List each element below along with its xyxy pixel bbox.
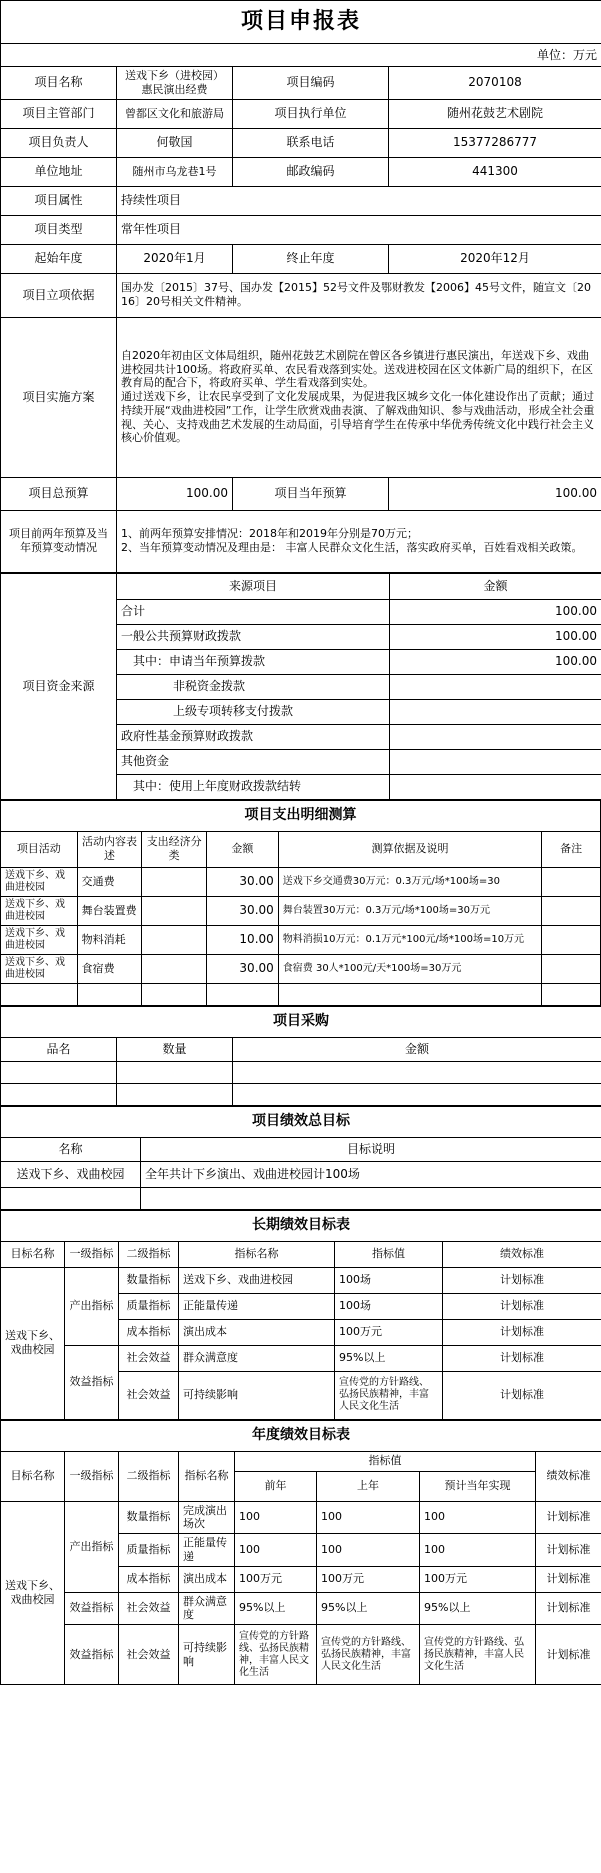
annual-cur: 95%以上 <box>420 1592 536 1625</box>
annual-name: 完成演出场次 <box>179 1501 235 1534</box>
annual-header: 指标值 <box>235 1451 536 1471</box>
funding-row-amount <box>390 774 601 799</box>
annual-prev2: 100 <box>235 1534 317 1567</box>
funding-row-label: 其他资金 <box>117 749 390 774</box>
expense-class <box>142 925 207 954</box>
plan-paragraph-1: 自2020年初由区文体局组织，随州花鼓艺术剧院在曾区各乡镇进行惠民演出，年送戏下乡、戏曲进校园共计100场。将政府买单、农民看戏落到实处。送戏进校园在区文体新广局的组织下，在区教育局的配合下，将政府买单、学生看戏落到实处。 <box>121 348 593 390</box>
annual-level1: 效益指标 <box>65 1592 119 1625</box>
longterm-value: 100场 <box>335 1293 443 1319</box>
expense-basis: 送戏下乡交通费30万元：0.3万元/场*100场=30 <box>278 867 541 896</box>
table-row <box>1 1083 601 1105</box>
longterm-table <box>0 1210 601 1420</box>
table-row <box>1 1267 601 1293</box>
annual-section-title: 年度绩效目标表 <box>1 1420 601 1451</box>
annual-prev1: 100万元 <box>317 1566 420 1592</box>
table-row <box>1 1061 601 1083</box>
annual-level1: 产出指标 <box>65 1501 119 1592</box>
overall-goal-table <box>0 1106 601 1210</box>
expense-class <box>142 896 207 925</box>
type-value: 常年性项目 <box>117 215 601 244</box>
annual-cur: 100 <box>420 1534 536 1567</box>
annual-header: 一级指标 <box>65 1451 119 1501</box>
basis-label: 项目立项依据 <box>1 273 117 317</box>
table-row <box>1 1592 601 1625</box>
expense-amount: 30.00 <box>206 867 278 896</box>
table-row <box>1 867 601 896</box>
expense-activity: 送戏下乡、戏曲进校园 <box>1 867 78 896</box>
attr-value: 持续性项目 <box>117 186 601 215</box>
longterm-header: 目标名称 <box>1 1241 65 1267</box>
longterm-level2: 数量指标 <box>119 1267 179 1293</box>
application-table <box>0 0 601 573</box>
annual-cur: 100万元 <box>420 1566 536 1592</box>
annual-name: 可持续影响 <box>179 1625 235 1685</box>
annual-prev1: 100 <box>317 1534 420 1567</box>
table-row <box>1 1625 601 1685</box>
plan-paragraph-2: 通过送戏下乡，让农民享受到了文化发展成果，为促进我区城乡文化一体化建设作出了贡献；通过持续开展“戏曲进校园”工作，让学生欣赏戏曲表演、了解戏曲知识、参与戏曲活动，形成全社会重视、关心、支持戏曲艺术发展的生动局面，引导培育学生在传承中华优秀传统文化中践行社会主义核心价值观。 <box>121 390 595 445</box>
expense-content: 舞台装置费 <box>77 896 142 925</box>
owner-label: 项目负责人 <box>1 128 117 157</box>
phone-value: 15377286777 <box>389 128 601 157</box>
expense-activity: 送戏下乡、戏曲进校园 <box>1 896 78 925</box>
project-code-label: 项目编码 <box>233 67 389 100</box>
expense-header: 活动内容表述 <box>77 831 142 867</box>
funding-table <box>0 573 601 800</box>
overall-section-title: 项目绩效总目标 <box>1 1106 601 1137</box>
longterm-standard: 计划标准 <box>443 1371 601 1419</box>
longterm-name: 可持续影响 <box>179 1371 335 1419</box>
expense-amount: 30.00 <box>206 896 278 925</box>
total-budget-label: 项目总预算 <box>1 477 117 510</box>
expense-note <box>542 867 601 896</box>
funding-row-amount: 100.00 <box>390 599 601 624</box>
expense-content: 物料消耗 <box>77 925 142 954</box>
annual-standard: 计划标准 <box>536 1534 601 1567</box>
annual-header: 目标名称 <box>1 1451 65 1501</box>
overall-desc: 全年共计下乡演出、戏曲进校园计100场 <box>141 1161 601 1187</box>
project-code-value: 2070108 <box>389 67 601 100</box>
longterm-header: 指标名称 <box>179 1241 335 1267</box>
end-value: 2020年12月 <box>389 244 601 273</box>
annual-header: 绩效标准 <box>536 1451 601 1501</box>
table-row <box>1 925 601 954</box>
zip-value: 441300 <box>389 157 601 186</box>
overall-name: 送戏下乡、戏曲校园 <box>1 1161 141 1187</box>
address-label: 单位地址 <box>1 157 117 186</box>
longterm-level2: 质量指标 <box>119 1293 179 1319</box>
expense-content: 食宿费 <box>77 954 142 983</box>
procurement-section-title: 项目采购 <box>1 1006 601 1037</box>
longterm-section-title: 长期绩效目标表 <box>1 1210 601 1241</box>
annual-standard: 计划标准 <box>536 1566 601 1592</box>
expense-note <box>542 954 601 983</box>
longterm-value: 宣传党的方针路线、弘扬民族精神，丰富人民文化生活 <box>335 1371 443 1419</box>
start-value: 2020年1月 <box>117 244 233 273</box>
annual-subheader: 预计当年实现 <box>420 1471 536 1501</box>
table-row <box>1 896 601 925</box>
longterm-standard: 计划标准 <box>443 1345 601 1371</box>
expense-activity: 送戏下乡、戏曲进校园 <box>1 954 78 983</box>
expense-note <box>542 896 601 925</box>
funding-label: 项目资金来源 <box>1 573 117 799</box>
annual-header: 二级指标 <box>119 1451 179 1501</box>
exec-unit-value: 随州花鼓艺术剧院 <box>389 99 601 128</box>
current-budget-value: 100.00 <box>389 477 601 510</box>
expense-header: 支出经济分类 <box>142 831 207 867</box>
expense-amount: 10.00 <box>206 925 278 954</box>
project-name-value: 送戏下乡（进校园）惠民演出经费 <box>117 67 233 100</box>
annual-cur: 宣传党的方针路线、弘扬民族精神，丰富人民文化生活 <box>420 1625 536 1685</box>
funding-amount-header: 金额 <box>390 573 601 599</box>
annual-level1: 效益指标 <box>65 1625 119 1685</box>
funding-row-amount: 100.00 <box>390 649 601 674</box>
address-value: 随州市乌龙巷1号 <box>117 157 233 186</box>
annual-standard: 计划标准 <box>536 1501 601 1534</box>
funding-row-amount <box>390 674 601 699</box>
expense-activity: 送戏下乡、戏曲进校园 <box>1 925 78 954</box>
annual-standard: 计划标准 <box>536 1625 601 1685</box>
basis-value: 国办发〔2015〕37号、国办发【2015】52号文件及鄂财教发【2006】45号文件，随宣文〔2016〕20号相关文件精神。 <box>117 273 601 317</box>
expense-class <box>142 954 207 983</box>
total-budget-value: 100.00 <box>117 477 233 510</box>
owner-value: 何敬国 <box>117 128 233 157</box>
longterm-header: 二级指标 <box>119 1241 179 1267</box>
funding-row-label: 政府性基金预算财政拨款 <box>117 724 390 749</box>
budget-change-value <box>117 510 601 572</box>
longterm-level2: 成本指标 <box>119 1319 179 1345</box>
plan-label: 项目实施方案 <box>1 317 117 477</box>
expense-basis: 物料消损10万元：0.1万元*100元/场*100场=10万元 <box>278 925 541 954</box>
annual-target: 送戏下乡、戏曲校园 <box>1 1501 65 1685</box>
phone-label: 联系电话 <box>233 128 389 157</box>
longterm-header: 指标值 <box>335 1241 443 1267</box>
funding-row-amount <box>390 749 601 774</box>
longterm-target: 送戏下乡、戏曲校园 <box>1 1267 65 1419</box>
expense-header: 测算依据及说明 <box>278 831 541 867</box>
annual-subheader: 前年 <box>235 1471 317 1501</box>
annual-level2: 成本指标 <box>119 1566 179 1592</box>
longterm-value: 100场 <box>335 1267 443 1293</box>
dept-value: 曾都区文化和旅游局 <box>117 99 233 128</box>
funding-row-amount <box>390 724 601 749</box>
annual-subheader: 上年 <box>317 1471 420 1501</box>
current-budget-label: 项目当年预算 <box>233 477 389 510</box>
funding-source-header: 来源项目 <box>117 573 390 599</box>
dept-label: 项目主管部门 <box>1 99 117 128</box>
longterm-standard: 计划标准 <box>443 1267 601 1293</box>
expense-section-title: 项目支出明细测算 <box>1 800 601 831</box>
funding-row-label: 合计 <box>117 599 390 624</box>
start-label: 起始年度 <box>1 244 117 273</box>
longterm-value: 100万元 <box>335 1319 443 1345</box>
annual-standard: 计划标准 <box>536 1592 601 1625</box>
longterm-header: 一级指标 <box>65 1241 119 1267</box>
annual-level2: 社会效益 <box>119 1592 179 1625</box>
table-row <box>1 1187 601 1209</box>
expense-amount: 30.00 <box>206 954 278 983</box>
longterm-name: 正能量传递 <box>179 1293 335 1319</box>
longterm-standard: 计划标准 <box>443 1319 601 1345</box>
end-label: 终止年度 <box>233 244 389 273</box>
annual-prev1: 95%以上 <box>317 1592 420 1625</box>
project-name-label: 项目名称 <box>1 67 117 100</box>
overall-header: 名称 <box>1 1137 141 1161</box>
expense-basis: 食宿费 30人*100元/天*100场=30万元 <box>278 954 541 983</box>
longterm-header: 绩效标准 <box>443 1241 601 1267</box>
plan-value <box>117 317 601 477</box>
annual-prev1: 100 <box>317 1501 420 1534</box>
annual-name: 群众满意度 <box>179 1592 235 1625</box>
annual-prev2: 宣传党的方针路线、弘扬民族精神，丰富人民文化生活 <box>235 1625 317 1685</box>
procurement-header: 金额 <box>233 1037 601 1061</box>
longterm-name: 群众满意度 <box>179 1345 335 1371</box>
annual-name: 演出成本 <box>179 1566 235 1592</box>
longterm-value: 95%以上 <box>335 1345 443 1371</box>
annual-prev2: 100 <box>235 1501 317 1534</box>
longterm-level2: 社会效益 <box>119 1371 179 1419</box>
annual-level2: 社会效益 <box>119 1625 179 1685</box>
annual-prev2: 100万元 <box>235 1566 317 1592</box>
expense-note <box>542 925 601 954</box>
funding-row-label: 非税资金拨款 <box>117 674 390 699</box>
funding-row-amount: 100.00 <box>390 624 601 649</box>
expense-content: 交通费 <box>77 867 142 896</box>
annual-level2: 数量指标 <box>119 1501 179 1534</box>
procurement-header: 品名 <box>1 1037 117 1061</box>
annual-header: 指标名称 <box>179 1451 235 1501</box>
type-label: 项目类型 <box>1 215 117 244</box>
expense-table <box>0 800 601 1006</box>
table-row <box>1 983 601 1005</box>
funding-row-amount <box>390 699 601 724</box>
expense-header: 项目活动 <box>1 831 78 867</box>
budget-change-line-2: 2、当年预算变动情况及理由是： 丰富人民群众文化生活，落实政府买单，百姓看戏相关政策。 <box>121 541 583 554</box>
expense-header: 备注 <box>542 831 601 867</box>
annual-prev1: 宣传党的方针路线、弘扬民族精神，丰富人民文化生活 <box>317 1625 420 1685</box>
expense-header: 金额 <box>206 831 278 867</box>
expense-class <box>142 867 207 896</box>
budget-change-line-1: 1、前两年预算安排情况：2018年和2019年分别是70万元； <box>121 527 418 541</box>
longterm-standard: 计划标准 <box>443 1293 601 1319</box>
annual-level2: 质量指标 <box>119 1534 179 1567</box>
table-row <box>1 1501 601 1534</box>
funding-row-label: 一般公共预算财政拨款 <box>117 624 390 649</box>
expense-basis: 舞台装置30万元：0.3万元/场*100场=30万元 <box>278 896 541 925</box>
procurement-table <box>0 1006 601 1106</box>
overall-header: 目标说明 <box>141 1137 601 1161</box>
exec-unit-label: 项目执行单位 <box>233 99 389 128</box>
funding-row-label: 其中：申请当年预算拨款 <box>117 649 390 674</box>
form-title: 项目申报表 <box>1 1 601 44</box>
annual-name: 正能量传递 <box>179 1534 235 1567</box>
funding-row-label: 上级专项转移支付拨款 <box>117 699 390 724</box>
longterm-level2: 社会效益 <box>119 1345 179 1371</box>
table-row <box>1 1345 601 1371</box>
unit-label: 单位：万元 <box>1 44 601 67</box>
longterm-level1-effect: 效益指标 <box>65 1345 119 1419</box>
annual-table <box>0 1420 601 1686</box>
attr-label: 项目属性 <box>1 186 117 215</box>
table-row <box>1 954 601 983</box>
zip-label: 邮政编码 <box>233 157 389 186</box>
budget-change-label: 项目前两年预算及当年预算变动情况 <box>1 510 117 572</box>
funding-row-label: 其中：使用上年度财政拨款结转 <box>117 774 390 799</box>
procurement-header: 数量 <box>117 1037 233 1061</box>
longterm-name: 演出成本 <box>179 1319 335 1345</box>
annual-cur: 100 <box>420 1501 536 1534</box>
longterm-name: 送戏下乡、戏曲进校园 <box>179 1267 335 1293</box>
annual-prev2: 95%以上 <box>235 1592 317 1625</box>
longterm-level1-output: 产出指标 <box>65 1267 119 1345</box>
